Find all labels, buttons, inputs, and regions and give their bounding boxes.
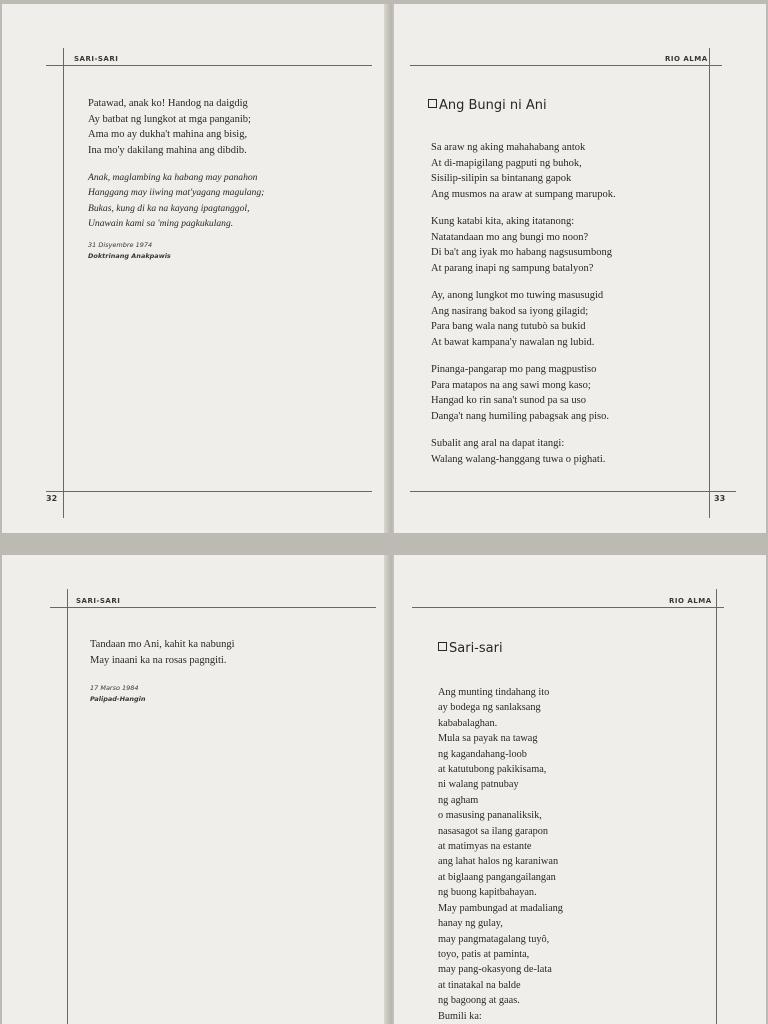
stanza [438,685,563,1024]
verse-line: Subalit ang aral na dapat itangi: [431,438,565,449]
verse-line: ng buong kapitbahayan. [438,887,537,899]
verse-line: Natatandaan mo ang bungi mo noon? [431,231,589,243]
footer-rule [46,491,372,492]
verse-line: ng agham [438,794,479,806]
verse-line: At parang inapi ng sampung batalyon? [431,262,594,274]
verse-line: Sisilip-silipin sa bintanang gapok [431,173,572,185]
poem-title [428,98,547,113]
verse-line: At di-mapigilang pagputi ng buhok, [431,157,582,169]
header-rule [46,65,372,66]
dateline [90,683,146,705]
verse-line: Sa araw ng aking mahahabang antok [431,142,586,153]
margin-rule [63,48,64,518]
verse-line: Ama mo ay dukha't mahina ang bisig, [88,129,248,141]
verse-line: Kung katabi kita, aking itatanong: [431,216,575,227]
verse-line: at matimyas na estante [438,841,532,853]
verse-line: Para matapos na ang sawi mong kaso; [431,379,591,391]
poem-date: 17 Marso 1984 [90,684,139,692]
verse-line: Ina mo'y dakilang mahina ang dibdib. [88,144,247,156]
verse-line: Tandaan mo Ani, kahit ka nabungi [90,639,235,650]
poem-source: Doktrinang Anakpawis [88,252,171,260]
dateline [88,240,171,262]
stanza [90,637,234,668]
stanza [431,214,612,276]
verse-line: nasasagot sa ilang garapon [438,825,549,837]
bullet-square-icon [438,642,447,651]
verse-line: ang lahat halos ng karaniwan [438,856,559,868]
verse-line: Ay batbat ng lungkot at mga panganib; [88,113,251,125]
page-34 [2,555,386,1024]
bullet-square-icon [428,99,437,108]
stanza-italic [88,170,264,232]
running-head: RIO ALMA [669,597,712,605]
header-rule [412,607,724,608]
verse-line: may pangmatagalang tuyô, [438,933,550,945]
verse-line: Ang munting tindahang ito [438,687,550,698]
verse-line: Danga't nang humiling pabagsak ang piso. [431,410,610,422]
verse-line: Walang walang-hanggang tuwa o pighati. [431,453,606,465]
verse-line: May pambungad at madaliang [438,902,563,914]
stanza [431,436,605,467]
header-rule [50,607,376,608]
verse-line: ng kagandahang-loob [438,748,527,760]
verse-line: at tinatakal na balde [438,979,521,991]
margin-rule [67,589,68,1024]
verse-line: at katutubong pakikisama, [438,764,547,776]
running-head: SARI-SARI [74,55,119,63]
verse-line: at biglaang pangangailangan [438,871,556,883]
verse-line: ng bagoong at gaas. [438,995,520,1007]
poem-title-text: Sari-sari [449,641,503,656]
verse-line: hanay ng gulay, [438,918,503,930]
verse-line: Anak, maglambing ka habang may panahon [88,172,258,183]
bottom-spread [0,535,768,1024]
page-32 [2,4,386,533]
verse-line: Di ba't ang iyak mo habang nagsusumbong [431,247,612,259]
verse-line: ni walang patnubay [438,779,519,791]
verse-line: Bumili ka: [438,1010,482,1022]
page-35 [394,555,766,1024]
header-rule [410,65,722,66]
verse-line: Pinanga-pangarap mo pang magpustiso [431,364,597,375]
verse-line: ay bodega ng sanlaksang [438,702,541,714]
stanza [88,96,251,158]
verse-line: kababalaghan. [438,717,498,729]
verse-line: Unawain kami sa 'ming pagkukulang. [88,218,234,230]
stanza [431,362,609,424]
verse-line: Hangad ko rin sana't sunod pa sa uso [431,395,586,407]
page-number: 33 [714,494,726,503]
verse-line: Ay, anong lungkot mo tuwing masusugid [431,290,604,301]
stanza [431,140,616,202]
verse-line: toyo, patis at paminta, [438,948,530,960]
page-33 [394,4,766,533]
verse-line: Ang musmos na araw at sumpang marupok. [431,188,616,200]
page-number: 32 [46,494,58,503]
poem-date: 31 Disyembre 1974 [88,241,153,249]
verse-line: Ang nasirang bakod sa iyong gilagid; [431,305,589,317]
verse-line: At bawat kampana'y nawalan ng lubid. [431,336,595,348]
verse-line: Bukas, kung di ka na kayang ipagtanggol, [88,202,250,214]
verse-line: Hanggang may iiwing mat'yagang magulang; [88,187,265,199]
poem-source: Palipad-Hangin [90,695,146,703]
verse-line: Para bang wala nang tutubò sa bukid [431,321,586,333]
running-head: SARI-SARI [76,597,121,605]
margin-rule [716,589,717,1024]
poem-title [438,641,503,656]
verse-line: Mula sa payak na tawag [438,733,538,745]
footer-rule [410,491,736,492]
poem-title-text: Ang Bungi ni Ani [439,98,547,113]
verse-line: may pang-okasyong de-lata [438,964,552,976]
verse-line: May inaani ka na rosas pagngiti. [90,654,227,666]
verse-line: o masusing pananaliksik, [438,810,542,822]
stanza [431,288,603,350]
margin-rule [709,48,710,518]
verse-line: Patawad, anak ko! Handog na daigdig [88,98,248,109]
running-head: RIO ALMA [665,55,708,63]
